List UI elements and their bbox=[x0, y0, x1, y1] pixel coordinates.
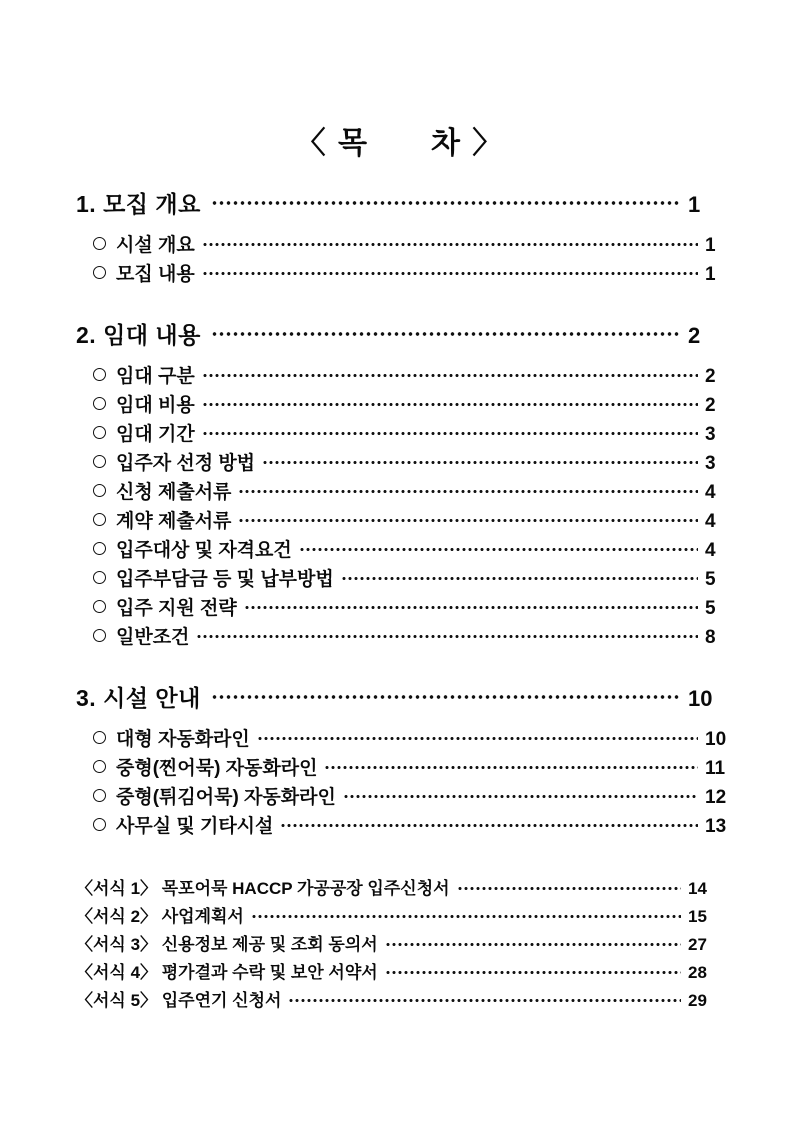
toc-page-number: 13 bbox=[705, 816, 727, 837]
toc-item[interactable] bbox=[93, 230, 741, 257]
circle-bullet-icon bbox=[93, 513, 106, 526]
toc-form-label: 〈서식 5〉 입주연기 신청서 bbox=[76, 991, 282, 1010]
toc-item-label: 중형(튀김어묵) 자동화라인 bbox=[116, 787, 336, 808]
toc-page-number: 4 bbox=[705, 511, 716, 532]
leader-dots bbox=[257, 726, 698, 745]
toc-page-number: 5 bbox=[705, 569, 716, 590]
toc-item[interactable] bbox=[93, 622, 741, 649]
toc-item-label: 시설 개요 bbox=[116, 235, 195, 256]
toc-section-label: 2. 임대 내용 bbox=[76, 322, 201, 348]
toc-page-number: 1 bbox=[705, 235, 716, 256]
spacer bbox=[76, 354, 724, 361]
toc-item[interactable] bbox=[93, 782, 741, 809]
toc-page-number: 11 bbox=[705, 758, 726, 779]
leader-dots bbox=[341, 566, 698, 585]
toc-page-number: 3 bbox=[705, 424, 716, 445]
spacer bbox=[76, 840, 724, 874]
leader-dots bbox=[299, 537, 698, 556]
toc-item-label: 일반조건 bbox=[116, 627, 190, 648]
toc-page-number: 3 bbox=[705, 453, 716, 474]
table-of-contents bbox=[76, 186, 727, 1014]
spacer bbox=[76, 717, 724, 724]
toc-section-heading[interactable] bbox=[76, 186, 724, 219]
toc-item[interactable] bbox=[93, 448, 741, 475]
toc-item-label: 중형(찐어묵) 자동화라인 bbox=[116, 758, 318, 779]
circle-bullet-icon bbox=[93, 629, 106, 642]
toc-item-label: 대형 자동화라인 bbox=[116, 729, 250, 750]
leader-dots bbox=[343, 784, 698, 803]
toc-page-number: 8 bbox=[705, 627, 716, 648]
spacer bbox=[76, 223, 724, 230]
toc-form-item[interactable] bbox=[76, 986, 724, 1011]
leader-dots bbox=[211, 189, 679, 212]
circle-bullet-icon bbox=[93, 789, 106, 802]
toc-page-number: 4 bbox=[705, 540, 716, 561]
leader-dots bbox=[457, 877, 681, 894]
circle-bullet-icon bbox=[93, 397, 106, 410]
leader-dots bbox=[385, 961, 681, 978]
leader-dots bbox=[385, 933, 681, 950]
circle-bullet-icon bbox=[93, 600, 106, 613]
toc-form-label: 〈서식 1〉 목포어묵 HACCP 가공공장 입주신청서 bbox=[76, 879, 450, 898]
toc-form-item[interactable] bbox=[76, 902, 724, 927]
toc-page-number: 28 bbox=[688, 963, 707, 982]
leader-dots bbox=[280, 813, 698, 832]
toc-section-heading[interactable] bbox=[76, 317, 724, 350]
toc-page-number: 12 bbox=[705, 787, 727, 808]
leader-dots bbox=[202, 363, 698, 382]
leader-dots bbox=[238, 508, 698, 527]
circle-bullet-icon bbox=[93, 237, 106, 250]
toc-form-label: 〈서식 4〉 평가결과 수락 및 보안 서약서 bbox=[76, 963, 378, 982]
toc-page-number: 10 bbox=[688, 686, 713, 711]
leader-dots bbox=[196, 624, 698, 643]
circle-bullet-icon bbox=[93, 266, 106, 279]
toc-item[interactable] bbox=[93, 419, 741, 446]
circle-bullet-icon bbox=[93, 731, 106, 744]
circle-bullet-icon bbox=[93, 571, 106, 584]
toc-item-label: 임대 기간 bbox=[116, 424, 195, 445]
toc-section-heading[interactable] bbox=[76, 680, 724, 713]
toc-page-number: 14 bbox=[688, 879, 707, 898]
leader-dots bbox=[238, 479, 698, 498]
toc-item-label: 모집 내용 bbox=[116, 264, 195, 285]
toc-item[interactable] bbox=[93, 564, 741, 591]
toc-item-label: 입주 지원 전략 bbox=[116, 598, 237, 619]
leader-dots bbox=[202, 392, 698, 411]
circle-bullet-icon bbox=[93, 484, 106, 497]
toc-item-label: 입주자 선정 방법 bbox=[116, 453, 256, 474]
toc-page-number: 10 bbox=[705, 729, 727, 750]
toc-page-number: 2 bbox=[705, 395, 716, 416]
toc-item-label: 임대 비용 bbox=[116, 395, 195, 416]
toc-item-label: 사무실 및 기타시설 bbox=[116, 816, 274, 837]
toc-item-label: 임대 구분 bbox=[116, 366, 195, 387]
leader-dots bbox=[202, 421, 698, 440]
spacer bbox=[76, 656, 724, 680]
leader-dots bbox=[202, 261, 698, 280]
toc-page-number: 2 bbox=[705, 366, 716, 387]
toc-item-label: 계약 제출서류 bbox=[116, 511, 232, 532]
toc-form-item[interactable] bbox=[76, 958, 724, 983]
toc-page-number: 5 bbox=[705, 598, 716, 619]
toc-form-item[interactable] bbox=[76, 930, 724, 955]
toc-section-label: 1. 모집 개요 bbox=[76, 191, 201, 217]
toc-item[interactable] bbox=[93, 390, 741, 417]
toc-item[interactable] bbox=[93, 811, 741, 838]
circle-bullet-icon bbox=[93, 760, 106, 773]
toc-item[interactable] bbox=[93, 593, 741, 620]
circle-bullet-icon bbox=[93, 818, 106, 831]
leader-dots bbox=[244, 595, 698, 614]
toc-item[interactable] bbox=[93, 477, 741, 504]
toc-form-label: 〈서식 3〉 신용정보 제공 및 조회 동의서 bbox=[76, 935, 378, 954]
toc-section-label: 3. 시설 안내 bbox=[76, 685, 201, 711]
page-title: 〈 목 차 〉 bbox=[295, 127, 505, 160]
toc-page-number: 1 bbox=[688, 192, 701, 217]
leader-dots bbox=[211, 683, 679, 706]
circle-bullet-icon bbox=[93, 455, 106, 468]
toc-form-label: 〈서식 2〉 사업계획서 bbox=[76, 907, 244, 926]
toc-item-label: 입주부담금 등 및 납부방법 bbox=[116, 569, 334, 590]
spacer bbox=[76, 293, 724, 317]
leader-dots bbox=[211, 320, 679, 343]
toc-page-number: 2 bbox=[688, 323, 701, 348]
toc-item[interactable] bbox=[93, 259, 741, 286]
toc-page-number: 27 bbox=[688, 935, 707, 954]
leader-dots bbox=[288, 989, 681, 1006]
toc-item[interactable] bbox=[93, 535, 741, 562]
leader-dots bbox=[262, 450, 698, 469]
toc-page-number: 29 bbox=[688, 991, 707, 1010]
circle-bullet-icon bbox=[93, 426, 106, 439]
circle-bullet-icon bbox=[93, 542, 106, 555]
leader-dots bbox=[251, 905, 681, 922]
toc-item[interactable] bbox=[93, 506, 741, 533]
toc-item[interactable] bbox=[93, 361, 741, 388]
leader-dots bbox=[202, 232, 698, 251]
toc-page-number: 15 bbox=[688, 907, 707, 926]
leader-dots bbox=[324, 755, 698, 774]
toc-form-item[interactable] bbox=[76, 874, 724, 899]
toc-item-label: 신청 제출서류 bbox=[116, 482, 232, 503]
toc-item-label: 입주대상 및 자격요건 bbox=[116, 540, 292, 561]
toc-item[interactable] bbox=[93, 724, 741, 751]
circle-bullet-icon bbox=[93, 368, 106, 381]
toc-item[interactable] bbox=[93, 753, 741, 780]
toc-page-number: 4 bbox=[705, 482, 716, 503]
toc-page-number: 1 bbox=[705, 264, 716, 285]
